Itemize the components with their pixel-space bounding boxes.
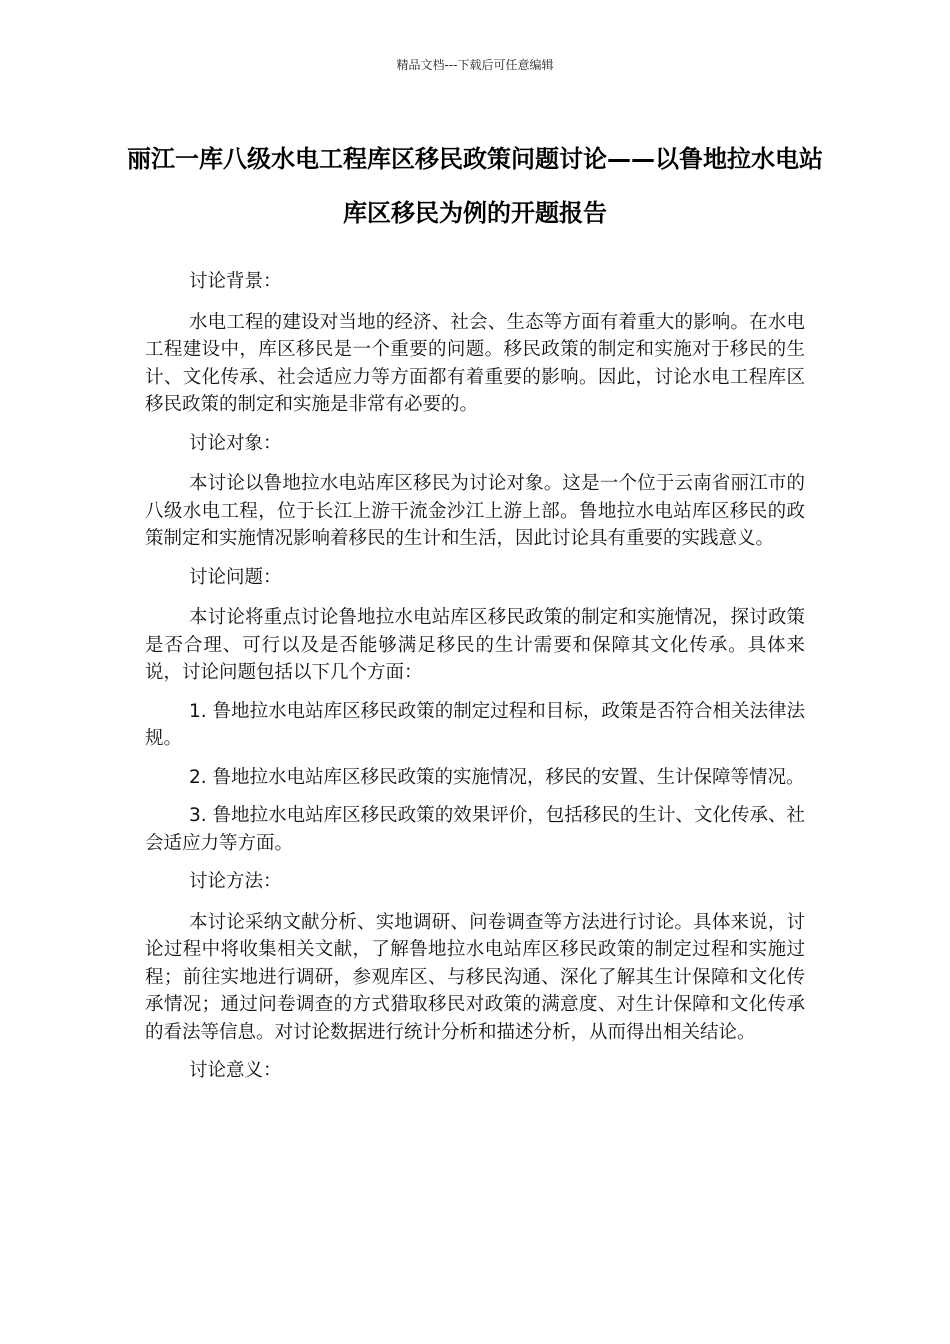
- header-note: 精品文档---下载后可任意编辑: [396, 58, 554, 72]
- question-item-1: 1. 鲁地拉水电站库区移民政策的制定过程和目标，政策是否符合相关法律法规。: [145, 700, 805, 749]
- document-title: 丽江一库八级水电工程库区移民政策问题讨论——以鲁地拉水电站库区移民为例的开题报告: [127, 145, 823, 227]
- section-heading-subject: 讨论对象：: [189, 432, 282, 454]
- question-item-2: 2. 鲁地拉水电站库区移民政策的实施情况，移民的安置、生计保障等情况。: [189, 766, 805, 788]
- section-heading-methods: 讨论方法：: [189, 871, 282, 892]
- section-body-subject: 本讨论以鲁地拉水电站库区移民为讨论对象。这是一个位于云南省丽江市的八级水电工程，位于长江上游干流金沙江上游上部。鲁地拉水电站库区移民的政策制定和实施情况影响着移民的生计和生活，因此讨论具有重要的实践意义。: [145, 473, 805, 549]
- section-body-questions: 本讨论将重点讨论鲁地拉水电站库区移民政策的制定和实施情况，探讨政策是否合理、可行以及是否能够满足移民的生计需要和保障其文化传承。具体来说，讨论问题包括以下几个方面：: [145, 607, 805, 683]
- section-body-background: 水电工程的建设对当地的经济、社会、生态等方面有着重大的影响。在水电工程建设中，库区移民是一个重要的问题。移民政策的制定和实施对于移民的生计、文化传承、社会适应力等方面都有着重要的影响。因此，讨论水电工程库区移民政策的制定和实施是非常有必要的。: [145, 311, 805, 415]
- section-heading-questions: 讨论问题：: [189, 566, 282, 588]
- question-item-3: 3. 鲁地拉水电站库区移民政策的效果评价，包括移民的生计、文化传承、社会适应力等方面。: [145, 805, 805, 854]
- section-heading-significance: 讨论意义：: [189, 1060, 282, 1081]
- document-body: [145, 268, 805, 1098]
- section-body-methods: 本讨论采纳文献分析、实地调研、问卷调查等方法进行讨论。具体来说，讨论过程中将收集相关文献，了解鲁地拉水电站库区移民政策的制定过程和实施过程；前往实地进行调研，参观库区、与移民沟通、深化了解其生计保障和文化传承情况；通过问卷调查的方式猎取移民对政策的满意度、对生计保障和文化传承的看法等信息。对讨论数据进行统计分析和描述分析，从而得出相关结论。: [145, 911, 805, 1043]
- section-heading-background: 讨论背景：: [189, 271, 282, 292]
